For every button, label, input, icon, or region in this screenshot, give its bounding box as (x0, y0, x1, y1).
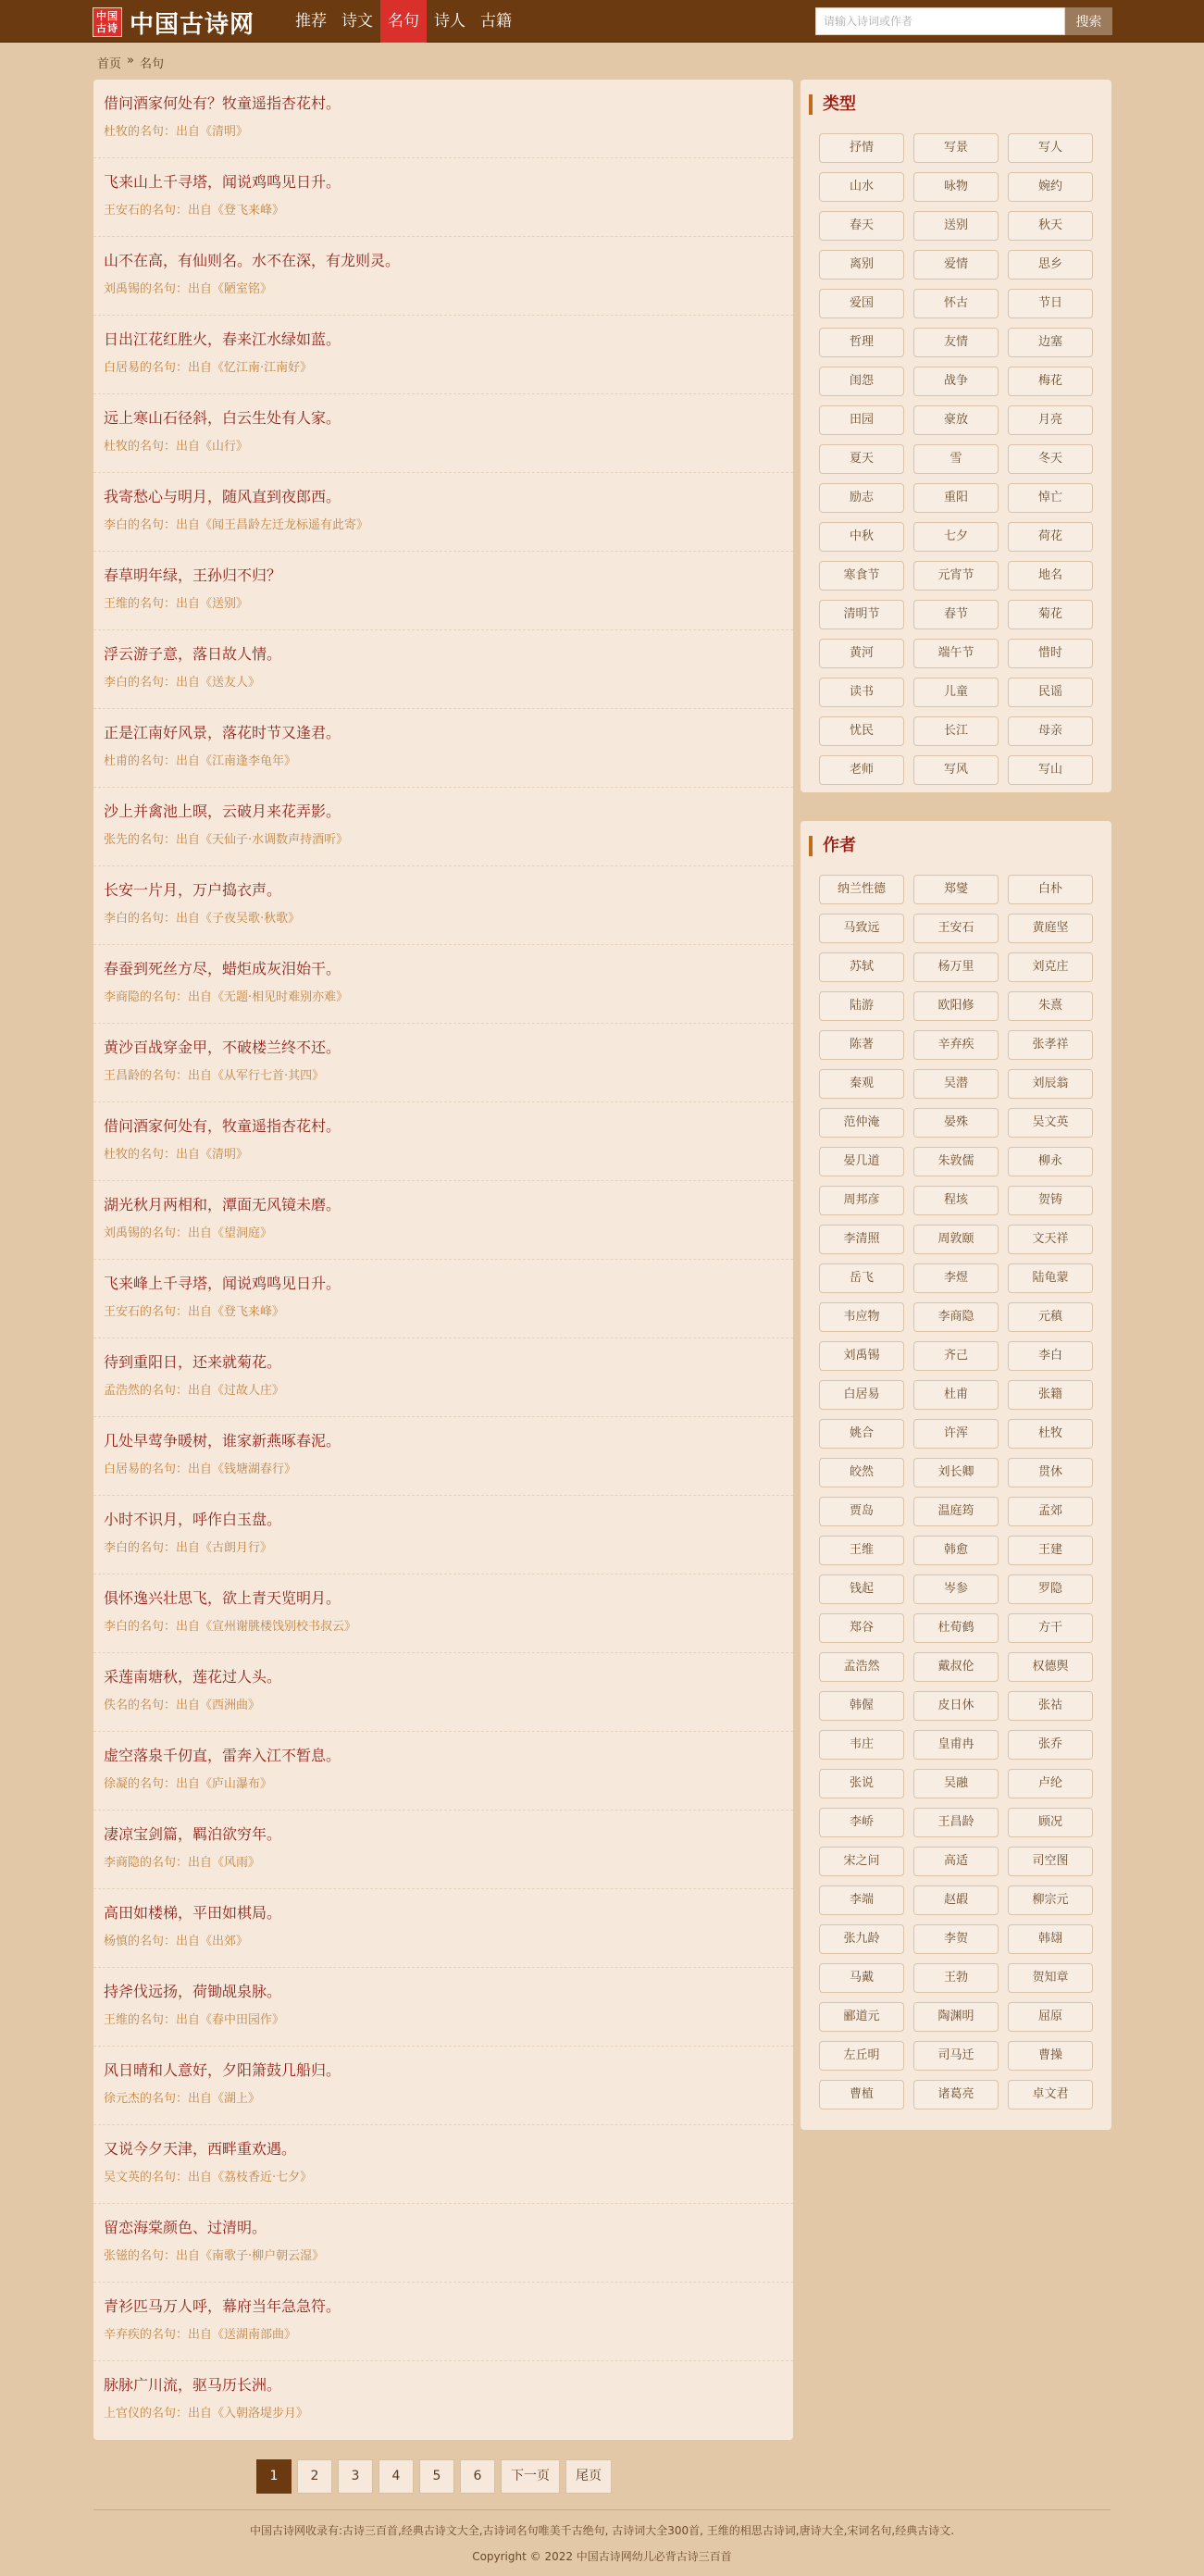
quote-item[interactable] (93, 866, 793, 945)
quote-item[interactable] (93, 1102, 793, 1181)
quote-source[interactable]: 白居易的名句：出自《忆江南·江南好》 (104, 361, 313, 375)
site-name: 中国古诗网 (130, 10, 255, 39)
logo-mark-bottom: 古诗 (96, 22, 118, 34)
author-tag[interactable]: 王维 (819, 1536, 904, 1565)
author-tag[interactable]: 李煜 (913, 1263, 999, 1293)
author-tag[interactable]: 柳永 (1008, 1147, 1093, 1176)
author-tag[interactable]: 贯休 (1008, 1458, 1093, 1487)
quote-item[interactable] (93, 316, 793, 394)
type-tag[interactable]: 离别 (819, 250, 904, 280)
author-tag[interactable]: 李白 (1008, 1341, 1093, 1371)
quote-text[interactable]: 借问酒家何处有？牧童遥指杏花村。 (104, 94, 341, 112)
search-button[interactable]: 搜索 (1065, 7, 1112, 35)
author-panel-title: 作者 (809, 836, 856, 856)
type-tag[interactable]: 爱情 (913, 250, 999, 280)
type-tag[interactable]: 夏天 (819, 444, 904, 474)
quote-source[interactable]: 杜甫的名句：出自《江南逢李龟年》 (104, 754, 297, 768)
type-tag[interactable]: 中秋 (819, 522, 904, 552)
type-tag[interactable]: 菊花 (1008, 600, 1093, 629)
author-tag[interactable]: 李商隐 (913, 1302, 999, 1332)
quote-list (93, 80, 793, 2440)
site-logo[interactable] (93, 7, 254, 37)
quote-source[interactable]: 徐凝的名句：出自《庐山瀑布》 (104, 1777, 273, 1791)
last-page-button[interactable]: 尾页 (565, 2459, 612, 2494)
breadcrumb (97, 54, 164, 71)
author-tag[interactable]: 岑参 (913, 1574, 999, 1604)
type-tag[interactable]: 母亲 (1008, 716, 1093, 746)
quote-item[interactable] (93, 1968, 793, 2047)
quote-text[interactable]: 青衫匹马万人呼，幕府当年急急符。 (104, 2297, 341, 2315)
author-tag[interactable]: 贾岛 (819, 1497, 904, 1526)
quote-text[interactable]: 高田如楼梯，平田如棋局。 (104, 1904, 282, 1922)
quote-source[interactable]: 李白的名句：出自《送友人》 (104, 676, 261, 690)
author-tag[interactable]: 刘禹锡 (819, 1341, 904, 1371)
author-tag[interactable]: 贺铸 (1008, 1186, 1093, 1215)
quote-text[interactable]: 远上寒山石径斜，白云生处有人家。 (104, 409, 341, 427)
author-tag[interactable]: 朱熹 (1008, 991, 1093, 1021)
quote-source[interactable]: 王维的名句：出自《春中田园作》 (104, 2013, 285, 2027)
type-tag[interactable]: 节日 (1008, 289, 1093, 318)
type-tag[interactable]: 忧民 (819, 716, 904, 746)
quote-source[interactable]: 李商隐的名句：出自《无题·相见时难别亦难》 (104, 990, 349, 1004)
author-tag[interactable]: 陶渊明 (913, 2002, 999, 2032)
author-tag[interactable]: 曹植 (819, 2080, 904, 2109)
author-tag[interactable]: 卢纶 (1008, 1769, 1093, 1798)
author-tag[interactable]: 张说 (819, 1769, 904, 1798)
quote-source[interactable]: 李白的名句：出自《子夜吴歌·秋歌》 (104, 912, 301, 926)
type-tag[interactable]: 山水 (819, 172, 904, 202)
quote-source[interactable]: 王昌龄的名句：出自《从军行七首·其四》 (104, 1069, 325, 1083)
quote-source[interactable]: 李白的名句：出自《宣州谢朓楼饯别校书叔云》 (104, 1620, 357, 1634)
author-tag[interactable]: 皇甫冉 (913, 1730, 999, 1760)
logo-mark-top: 中国 (96, 10, 118, 22)
author-tag[interactable]: 李峤 (819, 1808, 904, 1837)
quote-source[interactable]: 吴文英的名句：出自《荔枝香近·七夕》 (104, 2171, 313, 2184)
type-panel-title: 类型 (809, 94, 856, 115)
author-tag[interactable]: 许浑 (913, 1419, 999, 1449)
author-tag[interactable]: 周敦颐 (913, 1225, 999, 1254)
author-tag[interactable]: 柳宗元 (1008, 1885, 1093, 1915)
author-tag[interactable]: 齐己 (913, 1341, 999, 1371)
author-tag[interactable]: 杜荀鹤 (913, 1613, 999, 1643)
author-tag[interactable]: 司马迁 (913, 2041, 999, 2071)
type-tag[interactable]: 思乡 (1008, 250, 1093, 280)
author-tag[interactable]: 屈原 (1008, 2002, 1093, 2032)
quote-source[interactable]: 李商隐的名句：出自《风雨》 (104, 1856, 261, 1870)
quote-text[interactable]: 小时不识月，呼作白玉盘。 (104, 1511, 282, 1528)
quote-text[interactable]: 日出江花红胜火，春来江水绿如蓝。 (104, 330, 341, 348)
quote-item[interactable] (93, 2204, 793, 2283)
author-tag[interactable]: 岳飞 (819, 1263, 904, 1293)
type-tag[interactable]: 爱国 (819, 289, 904, 318)
quote-source[interactable]: 白居易的名句：出自《钱塘湖春行》 (104, 1462, 297, 1476)
author-panel (801, 821, 1111, 2130)
author-tag[interactable]: 马致远 (819, 914, 904, 943)
quote-text[interactable]: 长安一片月，万户捣衣声。 (104, 881, 282, 899)
type-tag[interactable]: 儿童 (913, 678, 999, 707)
quote-source[interactable]: 杨慎的名句：出自《出郊》 (104, 1935, 249, 1948)
author-tag[interactable]: 杜甫 (913, 1380, 999, 1410)
author-tag[interactable]: 陆龟蒙 (1008, 1263, 1093, 1293)
author-tag[interactable]: 赵嘏 (913, 1885, 999, 1915)
type-tag[interactable]: 清明节 (819, 600, 904, 629)
type-tag[interactable]: 荷花 (1008, 522, 1093, 552)
type-tag[interactable]: 战争 (913, 367, 999, 396)
author-tag[interactable]: 吴融 (913, 1769, 999, 1798)
author-tag[interactable]: 晏几道 (819, 1147, 904, 1176)
author-tag-grid (819, 875, 1097, 2109)
quote-text[interactable]: 风日晴和人意好，夕阳箫鼓几船归。 (104, 2061, 341, 2079)
quote-item[interactable] (93, 945, 793, 1024)
type-tag[interactable]: 悼亡 (1008, 483, 1093, 513)
author-tag[interactable]: 文天祥 (1008, 1225, 1093, 1254)
quote-source[interactable]: 张先的名句：出自《天仙子·水调数声持酒听》 (104, 833, 349, 847)
author-tag[interactable]: 张孝祥 (1008, 1030, 1093, 1060)
type-tag[interactable]: 写风 (913, 755, 999, 785)
top-navigation-bar (0, 0, 1204, 43)
type-tag[interactable]: 黄河 (819, 639, 904, 668)
author-tag[interactable]: 韩翃 (1008, 1924, 1093, 1954)
quote-source[interactable]: 杜牧的名句：出自《山行》 (104, 440, 249, 454)
quote-text[interactable]: 飞来山上千寻塔，闻说鸡鸣见日升。 (104, 173, 341, 191)
quote-item[interactable] (93, 158, 793, 237)
quote-text[interactable]: 飞来峰上千寻塔，闻说鸡鸣见日升。 (104, 1275, 341, 1292)
author-tag[interactable]: 王勃 (913, 1963, 999, 1993)
author-tag[interactable]: 李贺 (913, 1924, 999, 1954)
quote-source[interactable]: 徐元杰的名句：出自《湖上》 (104, 2092, 261, 2106)
author-tag[interactable]: 权德舆 (1008, 1652, 1093, 1682)
quote-item[interactable] (93, 473, 793, 552)
next-page-button[interactable]: 下一页 (501, 2459, 560, 2494)
type-tag[interactable]: 春节 (913, 600, 999, 629)
quote-item[interactable] (93, 394, 793, 473)
quote-item[interactable] (93, 237, 793, 316)
quote-text[interactable]: 黄沙百战穿金甲，不破楼兰终不还。 (104, 1039, 341, 1056)
quote-item[interactable] (93, 2125, 793, 2204)
quote-text[interactable]: 俱怀逸兴壮思飞，欲上青天览明月。 (104, 1589, 341, 1607)
type-tag[interactable]: 民谣 (1008, 678, 1093, 707)
pagination (256, 2459, 612, 2494)
author-tag[interactable]: 杜牧 (1008, 1419, 1093, 1449)
quote-text[interactable]: 几处早莺争暖树，谁家新燕啄春泥。 (104, 1432, 341, 1450)
type-tag[interactable]: 写山 (1008, 755, 1093, 785)
author-tag[interactable]: 陆游 (819, 991, 904, 1021)
type-tag[interactable]: 春天 (819, 211, 904, 241)
quote-source[interactable]: 张镃的名句：出自《南歌子·柳户朝云湿》 (104, 2249, 325, 2263)
quote-text[interactable]: 采莲南塘秋，莲花过人头。 (104, 1668, 282, 1686)
quote-source[interactable]: 王安石的名句：出自《登飞来峰》 (104, 1305, 285, 1319)
type-tag[interactable]: 抒情 (819, 133, 904, 163)
type-tag[interactable]: 寒食节 (819, 561, 904, 591)
author-tag[interactable]: 顾况 (1008, 1808, 1093, 1837)
type-tag[interactable]: 怀古 (913, 289, 999, 318)
quote-item[interactable] (93, 788, 793, 866)
author-tag[interactable]: 贺知章 (1008, 1963, 1093, 1993)
author-tag[interactable]: 杨万里 (913, 952, 999, 982)
author-tag[interactable]: 李端 (819, 1885, 904, 1915)
page-button-6[interactable]: 6 (460, 2459, 495, 2494)
quote-text[interactable]: 沙上并禽池上暝，云破月来花弄影。 (104, 803, 341, 820)
type-tag[interactable]: 月亮 (1008, 405, 1093, 435)
type-tag[interactable]: 老师 (819, 755, 904, 785)
author-tag[interactable]: 罗隐 (1008, 1574, 1093, 1604)
author-tag[interactable]: 皮日休 (913, 1691, 999, 1721)
quote-text[interactable]: 待到重阳日，还来就菊花。 (104, 1353, 282, 1371)
author-tag[interactable]: 元稹 (1008, 1302, 1093, 1332)
breadcrumb-home[interactable]: 首页 (97, 57, 122, 71)
type-tag[interactable]: 励志 (819, 483, 904, 513)
author-tag[interactable]: 陈著 (819, 1030, 904, 1060)
nav-item-4[interactable]: 诗人 (434, 12, 465, 31)
author-tag[interactable]: 卓文君 (1008, 2080, 1093, 2109)
nav-item-1[interactable]: 推荐 (295, 12, 327, 31)
type-tag[interactable]: 重阳 (913, 483, 999, 513)
quote-source[interactable]: 李白的名句：出自《古朗月行》 (104, 1541, 273, 1555)
quote-item[interactable] (93, 552, 793, 630)
author-tag[interactable]: 吴潜 (913, 1069, 999, 1099)
footer-divider (93, 2509, 1111, 2510)
quote-item[interactable] (93, 1024, 793, 1102)
author-tag[interactable]: 辛弃疾 (913, 1030, 999, 1060)
author-tag[interactable]: 白居易 (819, 1380, 904, 1410)
type-tag[interactable]: 咏物 (913, 172, 999, 202)
main-nav (288, 0, 519, 43)
author-tag[interactable]: 朱敦儒 (913, 1147, 999, 1176)
quote-text[interactable]: 山不在高，有仙则名。水不在深，有龙则灵。 (104, 252, 401, 269)
quote-source[interactable]: 王维的名句：出自《送别》 (104, 597, 249, 611)
quote-source[interactable]: 李白的名句：出自《闻王昌龄左迁龙标遥有此寄》 (104, 518, 369, 532)
author-tag[interactable]: 方干 (1008, 1613, 1093, 1643)
author-tag[interactable]: 秦观 (819, 1069, 904, 1099)
type-tag[interactable]: 写人 (1008, 133, 1093, 163)
author-tag[interactable]: 李清照 (819, 1225, 904, 1254)
quote-text[interactable]: 凄凉宝剑篇，羁泊欲穷年。 (104, 1825, 282, 1843)
type-tag[interactable]: 雪 (913, 444, 999, 474)
author-tag[interactable]: 欧阳修 (913, 991, 999, 1021)
type-tag[interactable]: 端午节 (913, 639, 999, 668)
quote-source[interactable]: 杜牧的名句：出自《清明》 (104, 1148, 249, 1162)
type-tag[interactable]: 友情 (913, 328, 999, 357)
quote-item[interactable] (93, 1653, 793, 1732)
quote-text[interactable]: 又说今夕天津，西畔重欢遇。 (104, 2140, 297, 2158)
quote-text[interactable]: 脉脉广川流，驱马历长洲。 (104, 2376, 282, 2394)
page-button-5[interactable]: 5 (419, 2459, 454, 2494)
type-tag[interactable]: 送别 (913, 211, 999, 241)
type-tag[interactable]: 惜时 (1008, 639, 1093, 668)
type-tag[interactable]: 哲理 (819, 328, 904, 357)
type-tag[interactable]: 冬天 (1008, 444, 1093, 474)
quote-item[interactable] (93, 1574, 793, 1653)
quote-source[interactable]: 上官仪的名句：出自《入朝洛堤步月》 (104, 2407, 309, 2420)
type-tag[interactable]: 秋天 (1008, 211, 1093, 241)
type-tag[interactable]: 长江 (913, 716, 999, 746)
search-input[interactable] (815, 7, 1065, 35)
type-tag[interactable]: 豪放 (913, 405, 999, 435)
author-tag[interactable]: 苏轼 (819, 952, 904, 982)
quote-text[interactable]: 正是江南好风景，落花时节又逢君。 (104, 724, 341, 741)
type-tag[interactable]: 七夕 (913, 522, 999, 552)
quote-source[interactable]: 佚名的名句：出自《西洲曲》 (104, 1699, 261, 1712)
author-tag[interactable]: 韩愈 (913, 1536, 999, 1565)
author-tag[interactable]: 钱起 (819, 1574, 904, 1604)
author-tag[interactable]: 刘辰翁 (1008, 1069, 1093, 1099)
quote-text[interactable]: 借问酒家何处有，牧童遥指杏花村。 (104, 1117, 341, 1135)
nav-item-2[interactable]: 诗文 (341, 12, 373, 31)
quote-item[interactable] (93, 2361, 793, 2440)
author-tag[interactable]: 高适 (913, 1847, 999, 1876)
quote-text[interactable]: 我寄愁心与明月，随风直到夜郎西。 (104, 488, 341, 505)
quote-text[interactable]: 湖光秋月两相和，潭面无风镜未磨。 (104, 1196, 341, 1213)
author-tag[interactable]: 张祜 (1008, 1691, 1093, 1721)
author-tag[interactable]: 张乔 (1008, 1730, 1093, 1760)
author-tag[interactable]: 晏殊 (913, 1108, 999, 1138)
author-tag[interactable]: 刘长卿 (913, 1458, 999, 1487)
author-tag[interactable]: 韦庄 (819, 1730, 904, 1760)
page-button-3[interactable]: 3 (338, 2459, 373, 2494)
author-tag[interactable]: 吴文英 (1008, 1108, 1093, 1138)
quote-text[interactable]: 春蚕到死丝方尽，蜡炬成灰泪始干。 (104, 960, 341, 977)
author-tag[interactable]: 白朴 (1008, 875, 1093, 904)
quote-source[interactable]: 辛弃疾的名句：出自《送湖南部曲》 (104, 2328, 297, 2342)
quote-item[interactable] (93, 1338, 793, 1417)
quote-source[interactable]: 孟浩然的名句：出自《过故人庄》 (104, 1384, 285, 1398)
author-tag[interactable]: 王安石 (913, 914, 999, 943)
type-tag-grid (819, 133, 1097, 785)
type-tag[interactable]: 闺怨 (819, 367, 904, 396)
type-tag[interactable]: 读书 (819, 678, 904, 707)
quote-source[interactable]: 杜牧的名句：出自《清明》 (104, 125, 249, 139)
type-panel (801, 80, 1111, 792)
type-tag[interactable]: 边塞 (1008, 328, 1093, 357)
quote-item[interactable] (93, 709, 793, 788)
author-tag[interactable]: 皎然 (819, 1458, 904, 1487)
author-tag[interactable]: 郑谷 (819, 1613, 904, 1643)
author-tag[interactable]: 韦应物 (819, 1302, 904, 1332)
type-tag[interactable]: 元宵节 (913, 561, 999, 591)
logo-mark (93, 7, 122, 37)
author-tag[interactable]: 王昌龄 (913, 1808, 999, 1837)
quote-item[interactable] (93, 1417, 793, 1496)
author-tag[interactable]: 郦道元 (819, 2002, 904, 2032)
author-tag[interactable]: 黄庭坚 (1008, 914, 1093, 943)
author-tag[interactable]: 纳兰性德 (819, 875, 904, 904)
author-tag[interactable]: 程垓 (913, 1186, 999, 1215)
page-button-1[interactable]: 1 (256, 2459, 292, 2494)
author-tag[interactable]: 孟郊 (1008, 1497, 1093, 1526)
author-tag[interactable]: 韩偓 (819, 1691, 904, 1721)
search-bar (815, 7, 1112, 35)
author-tag[interactable]: 刘克庄 (1008, 952, 1093, 982)
author-tag[interactable]: 范仲淹 (819, 1108, 904, 1138)
type-tag[interactable]: 梅花 (1008, 367, 1093, 396)
quote-source[interactable]: 王安石的名句：出自《登飞来峰》 (104, 204, 285, 218)
quote-text[interactable]: 春草明年绿，王孙归不归？ (104, 566, 282, 584)
author-tag[interactable]: 宋之问 (819, 1847, 904, 1876)
page-button-2[interactable]: 2 (297, 2459, 332, 2494)
quote-text[interactable]: 虚空落泉千仞直，雷奔入江不暂息。 (104, 1747, 341, 1764)
breadcrumb-separator: » (127, 54, 134, 68)
quote-text[interactable]: 持斧伐远扬，荷锄觇泉脉。 (104, 1983, 282, 2000)
author-tag[interactable]: 马戴 (819, 1963, 904, 1993)
quote-source[interactable]: 刘禹锡的名句：出自《陋室铭》 (104, 282, 273, 296)
breadcrumb-current: 名句 (139, 57, 164, 71)
author-tag[interactable]: 左丘明 (819, 2041, 904, 2071)
footer-copyright: Copyright © 2022 中国古诗网幼儿必背古诗三百首 (472, 2550, 732, 2563)
nav-item-5[interactable]: 古籍 (480, 12, 512, 31)
footer-description: 中国古诗网收录有:古诗三百首,经典古诗文大全,古诗词名句唯美千古绝句, 古诗词大全300首, 王维的相思古诗词,唐诗大全,宋词名句,经典古诗文. (249, 2524, 955, 2537)
quote-item[interactable] (93, 1181, 793, 1260)
author-tag[interactable]: 温庭筠 (913, 1497, 999, 1526)
nav-item-3[interactable]: 名句 (380, 0, 427, 43)
author-tag[interactable]: 戴叔伦 (913, 1652, 999, 1682)
author-tag[interactable]: 诸葛亮 (913, 2080, 999, 2109)
quote-text[interactable]: 留恋海棠颜色、过清明。 (104, 2219, 267, 2236)
type-tag[interactable]: 地名 (1008, 561, 1093, 591)
author-tag[interactable]: 姚合 (819, 1419, 904, 1449)
quote-source[interactable]: 刘禹锡的名句：出自《望洞庭》 (104, 1226, 273, 1240)
quote-item[interactable] (93, 1496, 793, 1574)
type-tag[interactable]: 婉约 (1008, 172, 1093, 202)
quote-item[interactable] (93, 2047, 793, 2125)
quote-item[interactable] (93, 2283, 793, 2361)
type-tag[interactable]: 田园 (819, 405, 904, 435)
author-tag[interactable]: 孟浩然 (819, 1652, 904, 1682)
author-tag[interactable]: 周邦彦 (819, 1186, 904, 1215)
author-tag[interactable]: 司空图 (1008, 1847, 1093, 1876)
quote-item[interactable] (93, 1889, 793, 1968)
quote-item[interactable] (93, 1732, 793, 1811)
quote-item[interactable] (93, 630, 793, 709)
quote-item[interactable] (93, 80, 793, 158)
author-tag[interactable]: 曹操 (1008, 2041, 1093, 2071)
type-tag[interactable]: 写景 (913, 133, 999, 163)
author-tag[interactable]: 张籍 (1008, 1380, 1093, 1410)
author-tag[interactable]: 张九龄 (819, 1924, 904, 1954)
page-button-4[interactable]: 4 (379, 2459, 414, 2494)
quote-item[interactable] (93, 1260, 793, 1338)
author-tag[interactable]: 郑燮 (913, 875, 999, 904)
quote-item[interactable] (93, 1811, 793, 1889)
author-tag[interactable]: 王建 (1008, 1536, 1093, 1565)
quote-text[interactable]: 浮云游子意，落日故人情。 (104, 645, 282, 663)
